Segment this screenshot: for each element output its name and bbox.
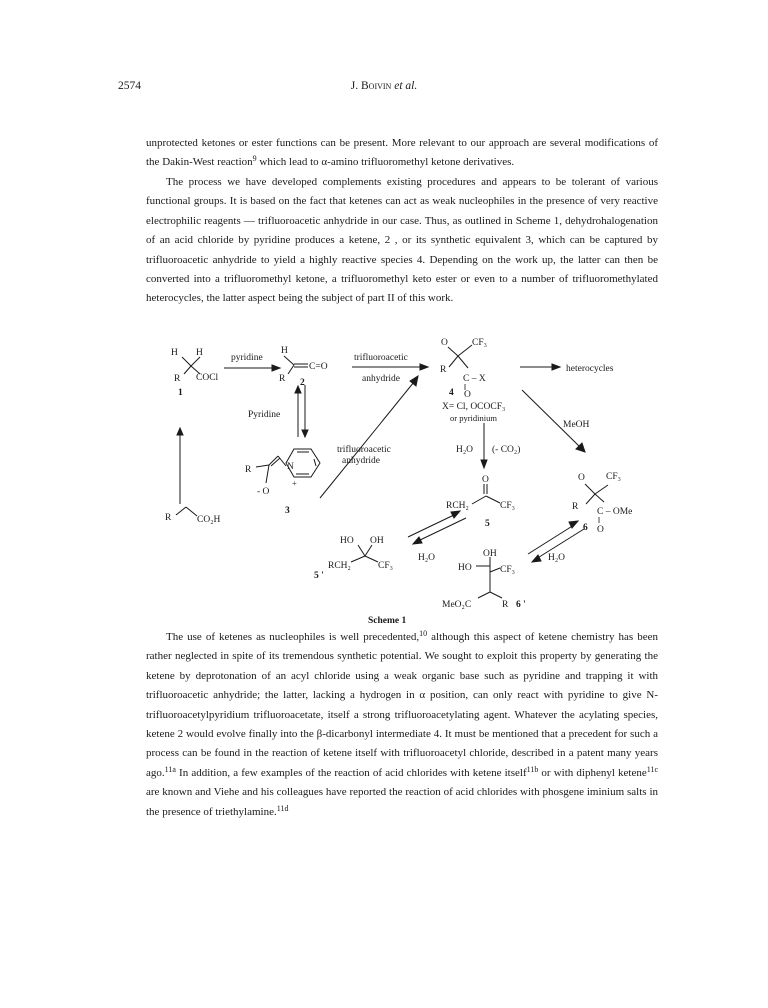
atom-r: R <box>440 365 447 375</box>
atom-r: R <box>165 513 172 523</box>
atom-oh: OH <box>483 549 497 559</box>
compound-4-label: 4 <box>449 388 454 398</box>
atom-r: R <box>174 374 181 384</box>
citation-ref: 11b <box>526 764 539 774</box>
atom-n: N <box>287 462 294 472</box>
atom-c-eq-o: C=O <box>309 362 328 372</box>
atom-o-minus: - O <box>257 487 270 497</box>
citation-ref: 11c <box>646 764 658 774</box>
x-definition-line1: X= Cl, OCOCF₃ <box>442 402 506 412</box>
atom-c-ome: C – OMe <box>597 507 633 517</box>
reagent-tfaa-line1: trifluoroacetic <box>354 353 408 363</box>
charge-plus: + <box>292 478 297 488</box>
compound-2-label: 2 <box>300 378 305 388</box>
atom-cf3: CF₃ <box>500 501 515 511</box>
reagent-pyridine-cap: Pyridine <box>248 410 281 420</box>
atom-r: R <box>279 374 286 384</box>
atom-o: O <box>441 338 448 348</box>
page-number: 2574 <box>118 80 141 92</box>
citation-ref: 11a <box>164 764 176 774</box>
atom-o: O <box>597 525 604 535</box>
atom-h: H <box>281 346 288 356</box>
atom-cf3: CF₃ <box>472 338 487 348</box>
product-heterocycles: heterocycles <box>566 364 614 374</box>
atom-r: R <box>572 502 579 512</box>
atom-cf3: CF₃ <box>378 561 393 571</box>
reagent-tfaa-diag-line2: anhydride <box>342 456 380 466</box>
atom-cf3: CF₃ <box>500 565 515 575</box>
compound-6-label: 6 <box>583 523 588 533</box>
compound-5prime-label: 5 ' <box>314 571 324 581</box>
atom-r: R <box>245 465 252 475</box>
paragraph-1: unprotected ketones or ester functions can be present. More relevant to our approach are several modifications of the Dakin-West reaction$^9$ which lead to α-amino trifluoromethyl ketone derivatives. <box>146 137 658 169</box>
compound-1-label: 1 <box>178 388 183 398</box>
compound-5-label: 5 <box>485 519 490 529</box>
citation-ref: 9 <box>252 154 257 164</box>
atom-o: O <box>482 475 489 485</box>
reagent-pyridine: pyridine <box>231 353 263 363</box>
atom-meo2c: MeO₂C <box>442 600 472 610</box>
running-authors: J. Boivin et al. <box>350 80 418 92</box>
atom-h: H <box>171 348 178 358</box>
reagent-co2: (- CO₂) <box>492 445 521 455</box>
x-definition-line2: or pyridinium <box>450 413 497 423</box>
compound-6prime-label: 6 ' <box>516 600 526 610</box>
atom-cocl: COCl <box>196 373 219 383</box>
atom-o: O <box>578 473 585 483</box>
atom-c-x: C – X <box>463 374 486 384</box>
atom-h: H <box>196 348 203 358</box>
reagent-meoh: MeOH <box>563 420 590 430</box>
atom-o: O <box>464 390 471 400</box>
reagent-tfaa-line2: anhydride <box>362 374 400 384</box>
atom-r: R <box>502 600 509 610</box>
scheme-caption: Scheme 1 <box>368 616 407 626</box>
atom-rch2: RCH₂ <box>446 501 469 511</box>
paragraph-3: The use of ketenes as nucleophiles is well precedented,$^{10}$ although this aspect of ketene chemistry has been rather neglected in spite of its tremendous synthetic potential. We sought to exploit this property by generating the ketene by deprotonation of an acyl chloride using a weak organic base such as pyridine and trapping it with trifluoroacetic anhydride; the latter, lacking a hydrogen in α position, can only react with pyridine to give N-trifluoroacetylpyridium trifluoroacetate, itself a strong trifluoroacetylating agent. Whatever the acylating species, ketene 2 would evolve finally into the β-dicarbonyl intermediate 4. It must be mentioned that a precedent for such a process can be found in the reaction of ketene itself with trifluoroacetyl chloride, described in a patent many years ago.$^{11a}$ In addition, a few examples of the reaction of acid chlorides with ketene itself$^{11b}$ or with diphenyl ketene$^{11c}$ are known and Viehe and his colleagues have reported the reaction of acid chlorides with phosgene iminium salts in the presence of triethylamine.$^{11d}$ <box>146 629 658 818</box>
double-bond-mark: ‖ <box>598 515 601 525</box>
atom-rch2: RCH₂ <box>328 561 351 571</box>
reagent-h2o-center: H₂O <box>456 445 474 455</box>
citation-ref: 10 <box>419 629 428 638</box>
atom-co2h: CO₂H <box>197 515 221 525</box>
reagent-h2o-right: H₂O <box>548 553 566 563</box>
atom-ho: HO <box>458 563 472 573</box>
reagent-tfaa-diag-line1: trifluoroacetic <box>337 445 391 455</box>
paragraph-2: The process we have developed complements existing procedures and appears to be tolerant of various functional groups. It is based on the fact that ketenes can act as weak nucleophiles in the presence of very reactive electrophilic reagents — trifluoroacetic anhydride in our case. Thus, as outlined in Scheme 1, dehydrohalogenation of an acid chloride by pyridine produces a ketene, 2 , or its synthetic equivalent 3, which can be captured by trifluoroacetic anhydride to yield a highly reactive species 4. Depending on the work up, the latter can then be converted into a trifluoromethyl ketone, a trifluoromethyl keto ester or even to a number of trifluoromethylated heterocycles, the latter aspect being the subject of part II of this work. <box>146 176 658 305</box>
double-bond-mark: ‖ <box>464 382 467 392</box>
atom-ho: HO <box>340 536 354 546</box>
compound-3-label: 3 <box>285 506 290 516</box>
atom-oh: OH <box>370 536 384 546</box>
citation-ref: 11d <box>276 803 289 813</box>
atom-cf3: CF₃ <box>606 472 621 482</box>
reagent-h2o-left: H₂O <box>418 553 436 563</box>
